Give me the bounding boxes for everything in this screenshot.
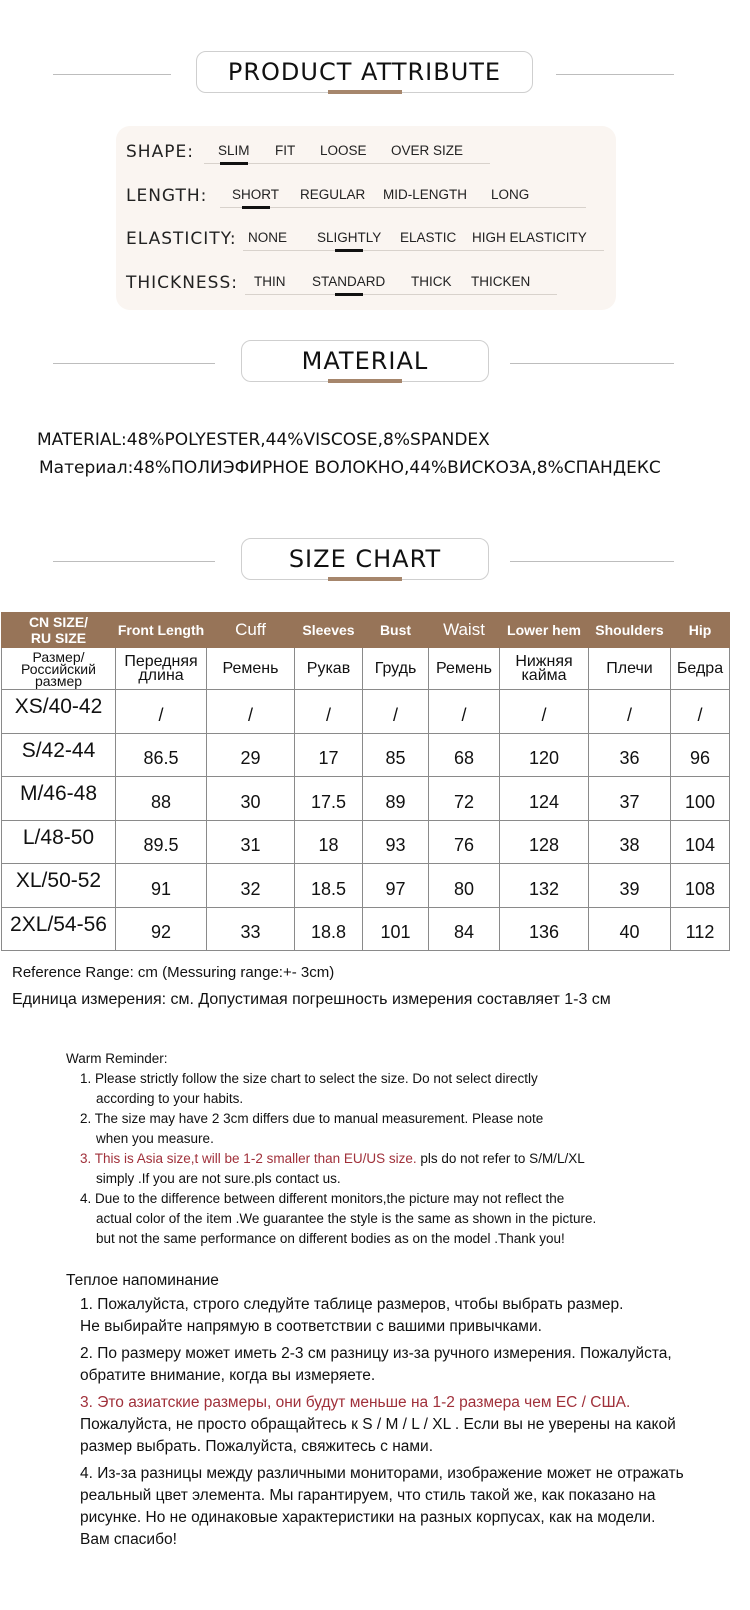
attribute-option: FIT [275,143,296,158]
material-label: MATERIAL: [37,430,127,450]
divider-left [53,74,171,75]
reminder-text: simply .If you are not sure.pls contact us. [96,1171,341,1186]
reminder-item [80,1343,736,1387]
measure-cell: 89 [363,777,429,821]
measure-cell: 104 [671,820,730,864]
attribute-rule [243,250,604,251]
divider-left [53,561,215,562]
reminder-text: actual color of the item .We guarantee the style is the same as shown in the picture. [96,1211,597,1226]
attribute-option: LONG [491,187,530,202]
measure-cell: 40 [589,907,671,951]
measure-cell: Плечи [589,648,671,690]
material-ru [39,458,661,478]
measure-cell: 89.5 [116,820,207,864]
measure-cell: 85 [363,733,429,777]
reminder-item [80,1069,706,1109]
measure-cell: 18.5 [295,864,363,908]
measure-cell: 128 [500,820,589,864]
measure-cell: 84 [429,907,500,951]
warm-reminder-ru [66,1270,736,1556]
attribute-label: ELASTICITY: [126,229,237,249]
size-cell: XS/40-42 [2,690,116,734]
reminder-text: реальный цвет элемента. Мы гарантируем, что стиль такой же, как показано на [80,1487,656,1504]
attribute-row-shape [126,134,596,164]
reminder-title: Теплое напоминание [66,1272,219,1289]
measure-cell: Cuff [207,613,295,648]
attribute-option-selected: SLIGHTLY [317,230,382,245]
measure-cell: 91 [116,864,207,908]
measure-cell: Front Length [116,613,207,648]
reminder-text: Не выбирайте напрямую в соответствии с вашими привычками. [80,1318,542,1335]
divider-right [556,74,674,75]
size-cell: S/42-44 [2,733,116,777]
reference-range-note: Reference Range: cm (Messuring range:+- 3cm) [12,964,335,981]
attribute-option: MID-LENGTH [383,187,467,202]
table-header-row-ru [2,648,730,690]
measure-cell: 80 [429,864,500,908]
reminder-text: pls do not refer to S/M/L/XL [416,1151,585,1166]
material-value: 48%ПОЛИЭФИРНОЕ ВОЛОКНО,44%ВИСКОЗА,8%СПАНДЕКС [133,458,661,478]
attribute-option: THICKEN [471,274,531,289]
attribute-panel [116,126,616,310]
measure-cell: Waist [429,613,500,648]
measure-cell: Передняя длина [116,648,207,690]
measure-cell: Hip [671,613,730,648]
measure-cell: 92 [116,907,207,951]
attribute-option: HIGH ELASTICITY [472,230,587,245]
measure-cell: 32 [207,864,295,908]
reminder-text: обратите внимание, когда вы измеряете. [80,1367,376,1384]
measure-cell: 17 [295,733,363,777]
reminder-text: 2. The size may have 2 3cm differs due to manual measurement. Please note [80,1111,544,1126]
attribute-rule [220,207,586,208]
measure-cell: Рукав [295,648,363,690]
measure-cell: / [429,690,500,734]
measure-cell: 18.8 [295,907,363,951]
reminder-item [80,1294,736,1338]
measure-cell: Бедра [671,648,730,690]
table-row [2,907,730,951]
reminder-text: 2. По размеру может иметь 2-3 см разницу из-за ручного измерения. Пожалуйста, [80,1345,672,1362]
measure-cell: Sleeves [295,613,363,648]
measure-cell: Ремень [429,648,500,690]
reminder-item [80,1463,736,1551]
reminder-text: рисунке. Но не одинаковые характеристики на разных корпусах, как на модели. [80,1509,656,1526]
attribute-row-elasticity [126,221,606,251]
reminder-text: Вам спасибо! [80,1531,177,1548]
measure-cell: Bust [363,613,429,648]
warm-reminder-en [66,1049,706,1249]
measure-cell: 132 [500,864,589,908]
table-row [2,820,730,864]
measure-cell: 96 [671,733,730,777]
measure-cell: / [589,690,671,734]
reminder-item [80,1189,706,1249]
measure-cell: 100 [671,777,730,821]
measure-cell: 72 [429,777,500,821]
size-cell: 2XL/54-56 [2,907,116,951]
measure-cell: 18 [295,820,363,864]
measure-cell: 120 [500,733,589,777]
measure-cell: Нижняя кайма [500,648,589,690]
attribute-option-selected: SLIM [218,143,250,158]
size-cell: Размер/ Российский размер [2,648,116,690]
size-chart-table [1,612,730,951]
measure-cell: 68 [429,733,500,777]
heading-accent-bar [328,577,402,581]
attribute-option: REGULAR [300,187,366,202]
attribute-row-thickness [126,265,596,295]
measure-cell: / [207,690,295,734]
size-cell: CN SIZE/ RU SIZE [2,613,116,648]
measure-cell: 29 [207,733,295,777]
reminder-text: when you measure. [96,1131,214,1146]
section-title-product-attribute [0,51,750,97]
measure-cell: Грудь [363,648,429,690]
attribute-label: LENGTH: [126,186,208,206]
measure-cell: 112 [671,907,730,951]
measure-cell: 31 [207,820,295,864]
measure-cell: 76 [429,820,500,864]
section-title-material [0,340,750,386]
measure-cell: Lower hem [500,613,589,648]
measure-cell: 86.5 [116,733,207,777]
reminder-text: 1. Пожалуйста, строго следуйте таблице размеров, чтобы выбрать размер. [80,1296,624,1313]
attribute-option: NONE [248,230,288,245]
heading-accent-bar [328,379,402,383]
measure-cell: / [363,690,429,734]
section-title-size-chart [0,538,750,584]
reminder-text: 4. Из-за разницы между различными мониторами, изображение может не отражать [80,1465,684,1482]
divider-right [510,363,674,364]
reminder-item [80,1149,706,1189]
reminder-warning-text: 3. This is Asia size,t will be 1-2 smaller than EU/US size. [80,1151,417,1166]
reminder-text: but not the same performance on different bodies as on the model .Thank you! [96,1231,565,1246]
divider-right [510,561,674,562]
measure-cell: 39 [589,864,671,908]
section-heading: MATERIAL [241,340,489,382]
size-cell: M/46-48 [2,777,116,821]
measure-cell: Shoulders [589,613,671,648]
reminder-text: according to your habits. [96,1091,244,1106]
attribute-row-length [126,178,596,208]
attribute-option-selected: STANDARD [312,274,386,289]
reference-range-note-ru: Единица измерения: см. Допустимая погрешность измерения составляет 1-3 см [12,991,611,1008]
reminder-item [80,1109,706,1149]
measure-cell: / [500,690,589,734]
attribute-option: OVER SIZE [391,143,464,158]
reminder-text: 1. Please strictly follow the size chart to select the size. Do not select directly [80,1071,538,1086]
section-heading: SIZE CHART [241,538,489,580]
table-header-row [2,613,730,648]
measure-cell: 97 [363,864,429,908]
reminder-text: 4. Due to the difference between different monitors,the picture may not reflect the [80,1191,565,1206]
measure-cell: 33 [207,907,295,951]
measure-cell: 108 [671,864,730,908]
attribute-option: THIN [254,274,286,289]
attribute-option: ELASTIC [400,230,457,245]
measure-cell: 30 [207,777,295,821]
attribute-option: THICK [411,274,452,289]
table-row [2,733,730,777]
measure-cell: Ремень [207,648,295,690]
attribute-label: THICKNESS: [126,273,238,293]
table-row [2,777,730,821]
reminder-item [80,1392,736,1458]
attribute-rule [245,294,557,295]
attribute-option: LOOSE [320,143,367,158]
size-cell: XL/50-52 [2,864,116,908]
attribute-option-selected: SHORT [232,187,280,202]
size-cell: L/48-50 [2,820,116,864]
attribute-label: SHAPE: [126,142,194,162]
measure-cell: / [295,690,363,734]
reminder-warning-text: 3. Это азиатские размеры, они будут меньше на 1-2 размера чем ЕС / США. [80,1394,631,1411]
measure-cell: 93 [363,820,429,864]
measure-cell: 88 [116,777,207,821]
measure-cell: / [116,690,207,734]
measure-cell: 38 [589,820,671,864]
measure-cell: 17.5 [295,777,363,821]
material-value: 48%POLYESTER,44%VISCOSE,8%SPANDEX [126,430,490,450]
material-en [37,430,490,450]
measure-cell: 136 [500,907,589,951]
reminder-title: Warm Reminder: [66,1051,168,1066]
reminder-text: Пожалуйста, не просто обращайтесь к S / M / L / XL . Если вы не уверены на какой [80,1416,676,1433]
table-row [2,690,730,734]
measure-cell: 36 [589,733,671,777]
measure-cell: 37 [589,777,671,821]
measure-cell: 101 [363,907,429,951]
table-row [2,864,730,908]
measure-cell: 124 [500,777,589,821]
divider-left [53,363,215,364]
reminder-text: размер выбрать. Пожалуйста, свяжитесь с нами. [80,1438,434,1455]
heading-accent-bar [328,90,402,94]
material-label: Материал: [39,458,134,478]
section-heading: PRODUCT ATTRIBUTE [196,51,533,93]
measure-cell: / [671,690,730,734]
